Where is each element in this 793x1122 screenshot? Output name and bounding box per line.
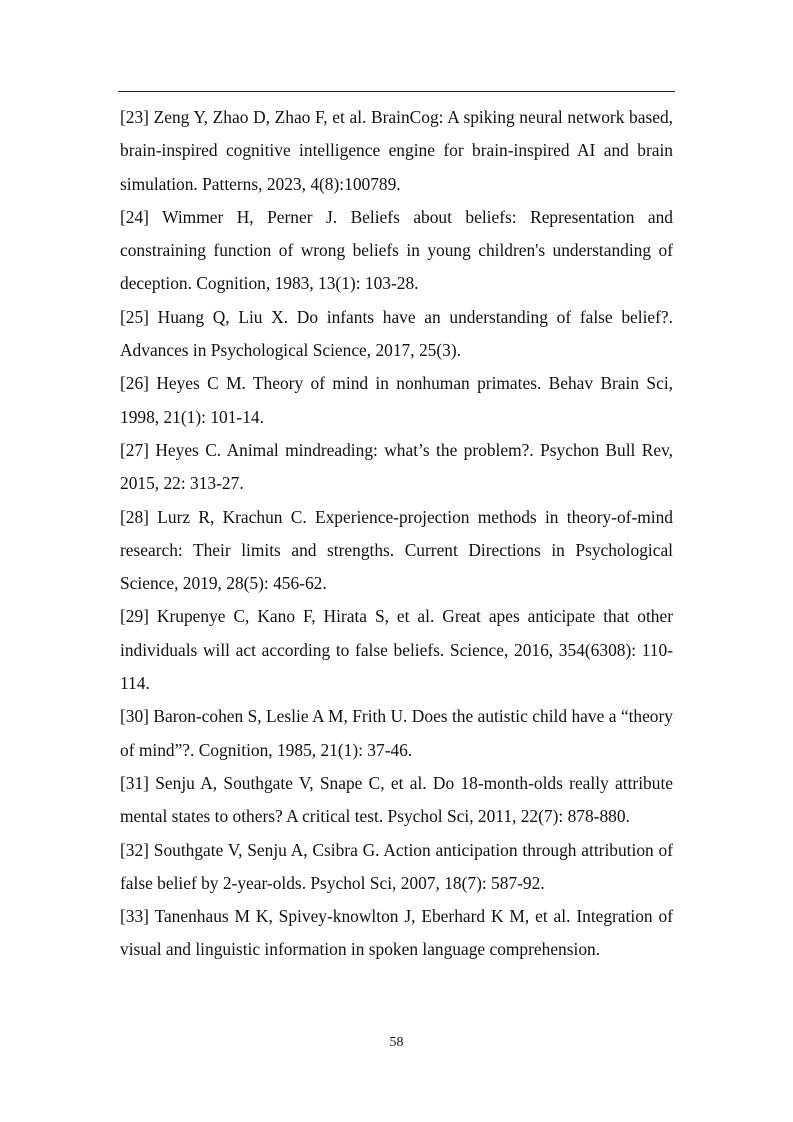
- reference-23: [23] Zeng Y, Zhao D, Zhao F, et al. BrainCog: A spiking neural network based, brain-inspired cognitive intelligence engine for brain-inspired AI and brain simulation. Patterns, 2023, 4(8):100789.: [120, 107, 673, 194]
- reference-33: [33] Tanenhaus M K, Spivey-knowlton J, Eberhard K M, et al. Integration of visual and linguistic information in spoken language comprehension.: [120, 906, 673, 960]
- reference-26: [26] Heyes C M. Theory of mind in nonhuman primates. Behav Brain Sci, 1998, 21(1): 101-14.: [120, 373, 673, 427]
- reference-25: [25] Huang Q, Liu X. Do infants have an understanding of false belief?. Advances in Psychological Science, 2017, 25(3).: [120, 306, 673, 361]
- header-rule: [118, 91, 675, 92]
- reference-29: [29] Krupenye C, Kano F, Hirata S, et al. Great apes anticipate that other individuals will act according to false beliefs. Science, 2016, 354(6308): 110-114.: [120, 606, 673, 694]
- reference-31: [31] Senju A, Southgate V, Snape C, et al. Do 18-month-olds really attribute mental states to others? A critical test. Psychol Sci, 2011, 22(7): 878-880.: [120, 772, 673, 827]
- reference-list: [120, 101, 673, 967]
- reference-32: [32] Southgate V, Senju A, Csibra G. Action anticipation through attribution of false belief by 2-year-olds. Psychol Sci, 2007, 18(7): 587-92.: [120, 839, 673, 893]
- page-number: 58: [389, 1035, 404, 1050]
- reference-24: [24] Wimmer H, Perner J. Beliefs about beliefs: Representation and constraining function of wrong beliefs in young children's understanding of deception. Cognition, 1983, 13(1): 103-28.: [120, 206, 673, 294]
- reference-28: [28] Lurz R, Krachun C. Experience-projection methods in theory-of-mind research: Their limits and strengths. Current Directions in Psychological Science, 2019, 28(5): 456-62.: [120, 506, 673, 594]
- reference-30: [30] Baron-cohen S, Leslie A M, Frith U. Does the autistic child have a “theory of mind”?. Cognition, 1985, 21(1): 37-46.: [120, 706, 673, 760]
- reference-27: [27] Heyes C. Animal mindreading: what’s the problem?. Psychon Bull Rev, 2015, 22: 313-27.: [120, 439, 673, 494]
